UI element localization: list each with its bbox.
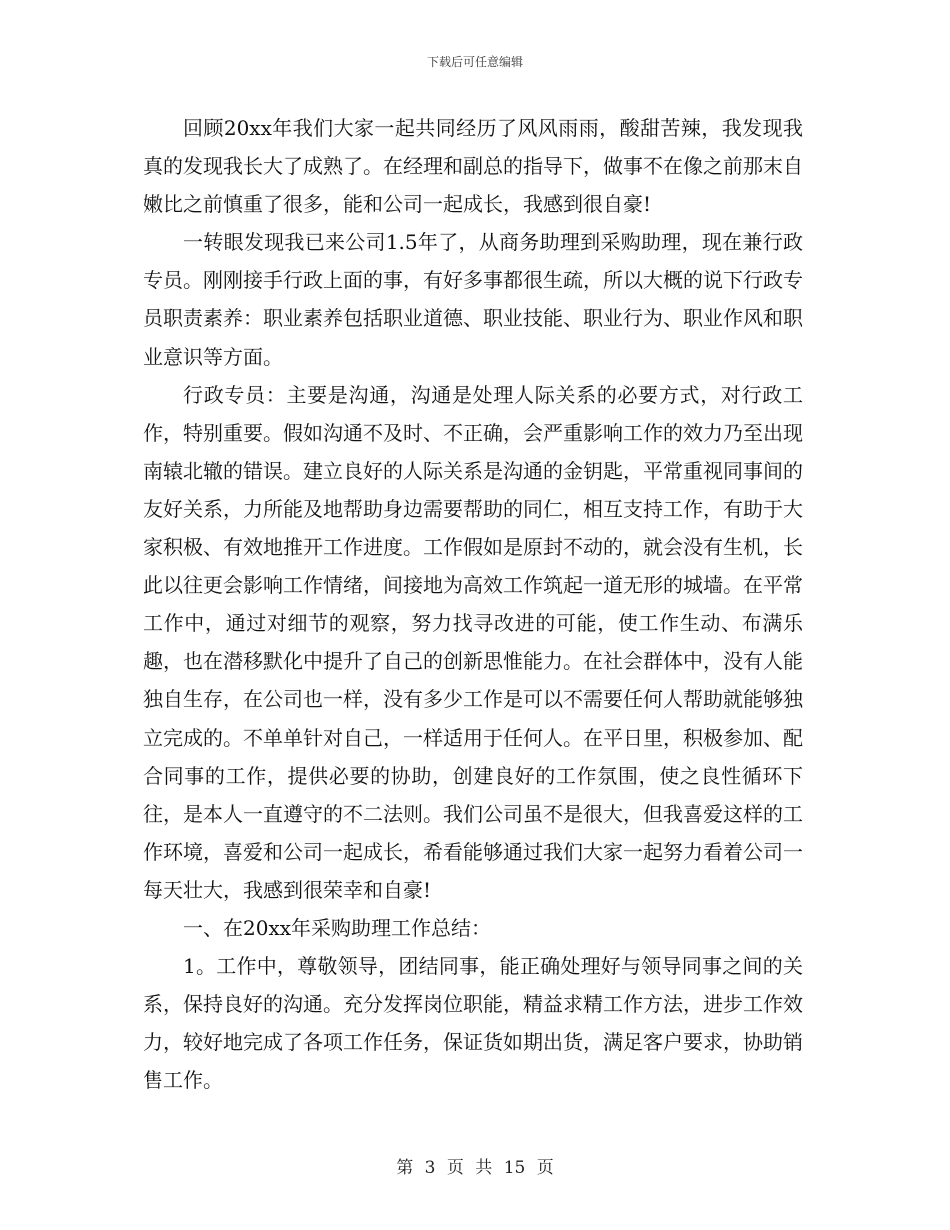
paragraph-item-1: 1。工作中，尊敬领导，团结同事，能正确处理好与领导同事之间的关系，保持良好的沟通。充分发挥岗位职能，精益求精工作方法，进步工作效力，较好地完成了各项工作任务，保证货如期出货，满足客户要求，协助销售工作。 xyxy=(143,954,803,1093)
page-number-footer: 第 3 页 共 15 页 xyxy=(396,1158,554,1178)
paragraph-review: 回顾20xx年我们大家一起共同经历了风风雨雨，酸甜苦辣，我发现我真的发现我长大了成熟了。在经理和副总的指导下，做事不在像之前那末自嫩比之前慎重了很多，能和公司一起成长，我感到很自豪! xyxy=(143,116,803,217)
page-header: 下载后可任意编辑 xyxy=(426,55,523,69)
document-body xyxy=(143,109,803,1099)
paragraph-admin-specialist: 行政专员：主要是沟通，沟通是处理人际关系的必要方式，对行政工作，特别重要。假如沟通不及时、不正确，会严重影响工作的效力乃至出现南辕北辙的错误。建立良好的人际关系是沟通的金钥匙，平常重视同事间的友好关系，力所能及地帮助身边需要帮助的同仁，相互支持工作，有助于大家积极、有效地推开工作进度。工作假如是原封不动的，就会没有生机，长此以往更会影响工作情绪，间接地为高效工作筑起一道无形的城墙。在平常工作中，通过对细节的观察，努力找寻改进的可能，使工作生动、布满乐趣，也在潜移默化中提升了自己的创新思惟能力。在社会群体中，没有人能独自生存，在公司也一样，没有多少工作是可以不需要任何人帮助就能够独立完成的。不单单针对自己，一样适用于任何人。在平日里，积极参加、配合同事的工作，提供必要的协助，创建良好的工作氛围，使之良性循环下往，是本人一直遵守的不二法则。我们公司虽不是很大，但我喜爱这样的工作环境，喜爱和公司一起成长，希看能够通过我们大家一起努力看着公司一每天壮大，我感到很荣幸和自豪! xyxy=(143,382,803,902)
section-heading-procurement: 一、在20xx年采购助理工作总结： xyxy=(183,915,492,940)
paragraph-role-change: 一转眼发现我已来公司1.5年了，从商务助理到采购助理，现在兼行政专员。刚刚接手行政上面的事，有好多事都很生疏，所以大概的说下行政专员职责素养：职业素养包括职业道德、职业技能、职业行为、职业作风和职业意识等方面。 xyxy=(143,230,803,369)
